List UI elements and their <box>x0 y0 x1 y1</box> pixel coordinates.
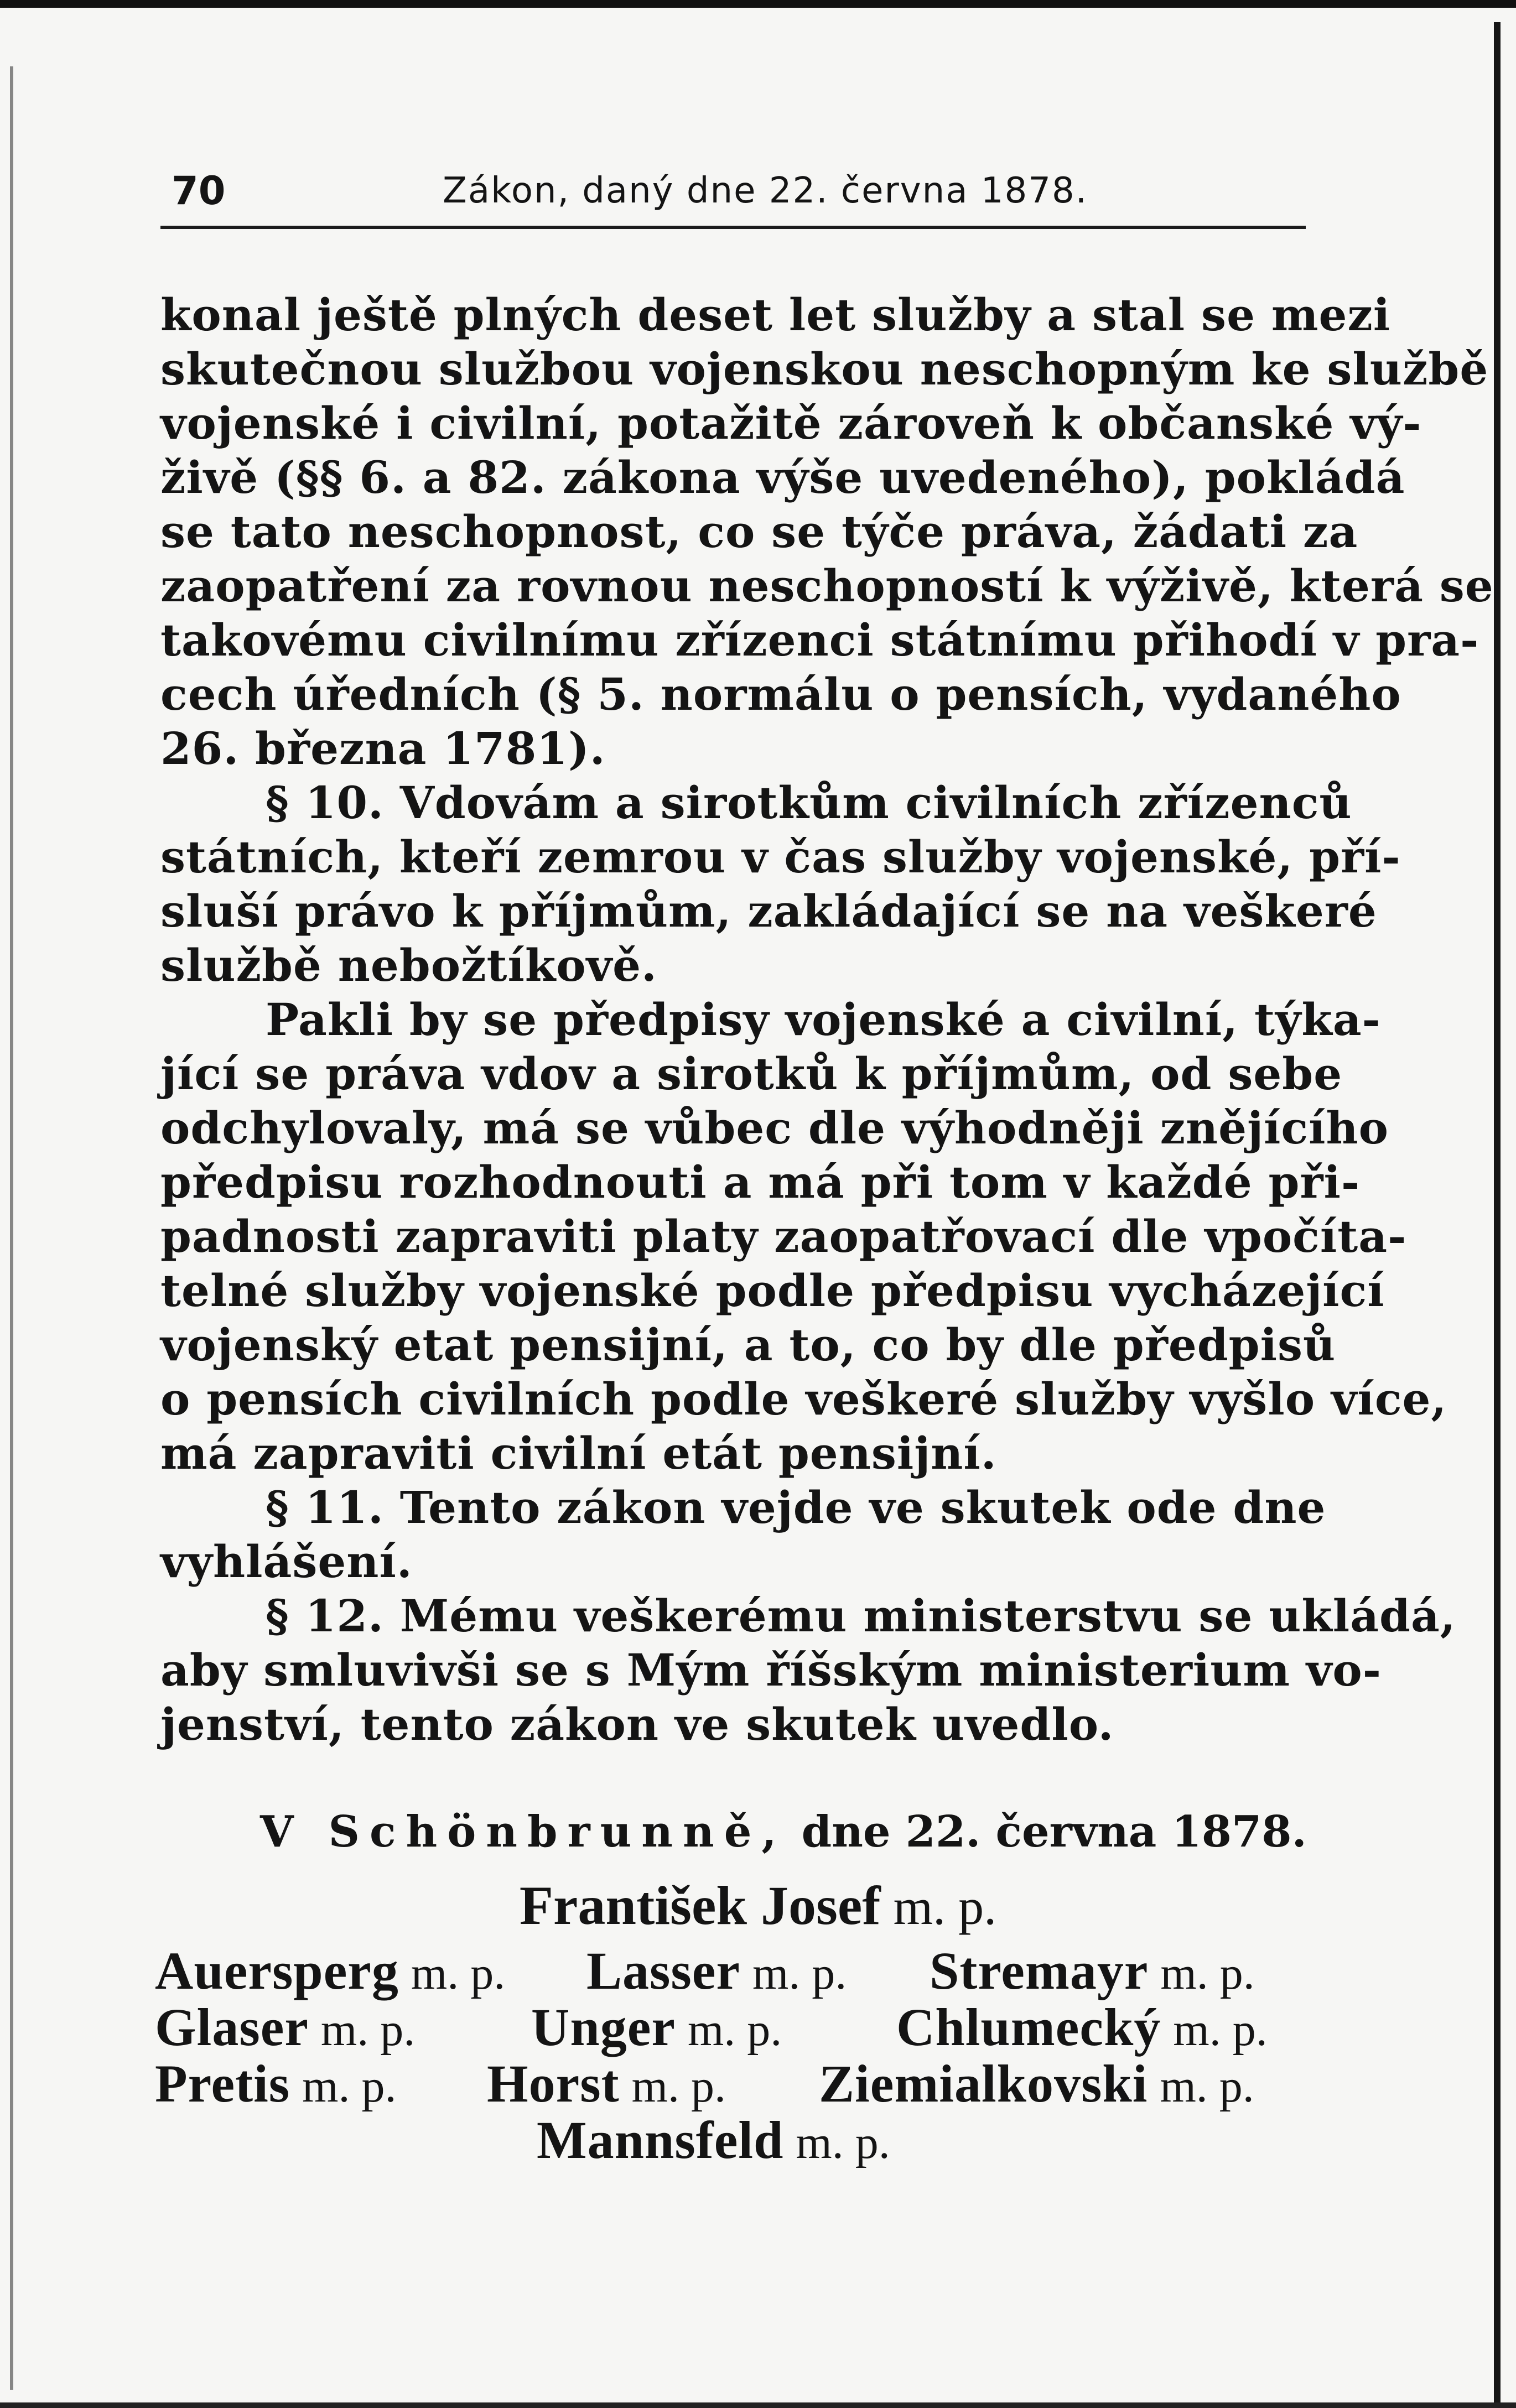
paragraph-start-line: Pakli by se předpisy vojenské a civilní, týka- <box>266 994 1381 1046</box>
signature-suffix: m. p. <box>1160 1948 1255 1999</box>
emperor-suffix: m. p. <box>893 1879 997 1935</box>
text-line: aby smluvivši se s Mým říšským ministerium vo- <box>160 1644 1382 1696</box>
signature <box>537 2110 890 2173</box>
text-line: odchylovaly, má se vůbec dle výhodněji znějícího <box>160 1102 1389 1154</box>
text-line: padnosti zapraviti platy zaopatřovací dle vpočíta- <box>160 1210 1407 1262</box>
text-line: skutečnou službou vojenskou neschopným ke službě <box>160 343 1489 395</box>
signature-name: Unger <box>531 1998 676 2057</box>
scan-border-left <box>10 66 13 2390</box>
dateline <box>260 1804 1307 1860</box>
text-line: vojenské i civilní, potažitě zároveň k občanské vý- <box>160 397 1422 449</box>
signature-row <box>155 1997 1311 2058</box>
signature <box>531 1997 782 2061</box>
signature <box>819 2053 1254 2117</box>
body-text <box>160 288 1494 1751</box>
text-line: o pensích civilních podle veškeré služby vyšlo více, <box>160 1373 1447 1425</box>
emperor-signature <box>0 1875 1516 1937</box>
section-11-heading-line: § 11. Tento zákon vejde ve skutek ode dne <box>266 1481 1326 1533</box>
signature <box>586 1941 847 2004</box>
text-line: zaopatření za rovnou neschopností k výživě, která se <box>160 560 1494 612</box>
signature-suffix: m. p. <box>752 1948 847 1999</box>
text-line: takovému civilnímu zřízenci státnímu přihodí v pra- <box>160 614 1479 666</box>
section-10-heading-line: § 10. Vdovám a sirotkům civilních zřízenců <box>266 777 1352 829</box>
signature <box>155 2053 396 2117</box>
signature-name: Mannsfeld <box>537 2110 784 2170</box>
signature-name: Horst <box>487 2054 620 2113</box>
running-head: Zákon, daný dne 22. června 1878. <box>443 170 1088 211</box>
signature-row <box>155 2053 1311 2114</box>
signature-suffix: m. p. <box>411 1948 506 1999</box>
header-rule <box>160 226 1306 229</box>
page-header <box>160 166 1306 227</box>
signature-suffix: m. p. <box>1173 2004 1268 2056</box>
signature-suffix: m. p. <box>687 2004 782 2056</box>
signature-name: Stremayr <box>930 1941 1149 2000</box>
signature <box>896 1997 1268 2061</box>
text-line: vyhlášení. <box>160 1536 413 1588</box>
emperor-name: František Josef <box>519 1875 881 1936</box>
dateline-date: dne 22. června 1878. <box>801 1807 1307 1857</box>
signature-suffix: m. p. <box>631 2061 726 2112</box>
signature-name: Pretis <box>155 2054 290 2113</box>
text-line: telné služby vojenské podle předpisu vycházející <box>160 1265 1385 1317</box>
text-line: vojenský etat pensijní, a to, co by dle předpisů <box>160 1319 1336 1371</box>
signature <box>155 1941 505 2004</box>
signature-suffix: m. p. <box>1160 2061 1254 2112</box>
signature <box>487 2053 726 2117</box>
text-line: jenství, tento zákon ve skutek uvedlo. <box>160 1698 1114 1750</box>
signature-suffix: m. p. <box>302 2061 397 2112</box>
text-line: se tato neschopnost, co se týče práva, žádati za <box>160 506 1358 558</box>
text-line: sluší právo k příjmům, zakládající se na veškeré <box>160 885 1377 937</box>
text-line: jící se práva vdov a sirotků k příjmům, od sebe <box>160 1048 1343 1100</box>
text-line: službě nebožtíkově. <box>160 939 657 991</box>
text-line: živě (§§ 6. a 82. zákona výše uvedeného), pokládá <box>160 451 1405 503</box>
signature-name: Lasser <box>586 1941 740 2000</box>
page-number: 70 <box>172 168 226 214</box>
signature <box>155 1997 415 2061</box>
signature-name: Auersperg <box>155 1941 399 2000</box>
signature-name: Glaser <box>155 1998 309 2057</box>
text-line: státních, kteří zemrou v čas služby vojenské, pří- <box>160 831 1401 883</box>
scan-border-top <box>0 0 1516 8</box>
signature <box>930 1941 1255 2004</box>
signature-name: Chlumecký <box>896 1998 1161 2057</box>
dateline-place: V Schönbrunně, <box>260 1807 787 1857</box>
text-line: předpisu rozhodnouti a má při tom v každé při- <box>160 1156 1361 1208</box>
signature-row <box>155 2110 1311 2171</box>
signature-suffix: m. p. <box>796 2117 890 2168</box>
signature-name: Ziemialkovski <box>819 2054 1148 2113</box>
text-line: 26. března 1781). <box>160 722 606 774</box>
scan-border-right <box>1494 22 1501 2408</box>
scan-border-bottom <box>0 2402 1516 2408</box>
signature-row <box>155 1941 1311 2001</box>
text-line: má zapraviti civilní etát pensijní. <box>160 1427 997 1479</box>
text-line: konal ještě plných deset let služby a stal se mezi <box>160 289 1391 341</box>
signature-suffix: m. p. <box>320 2004 416 2056</box>
text-line: cech úředních (§ 5. normálu o pensích, vydaného <box>160 668 1401 720</box>
section-12-heading-line: § 12. Mému veškerému ministerstvu se ukládá, <box>266 1590 1456 1642</box>
